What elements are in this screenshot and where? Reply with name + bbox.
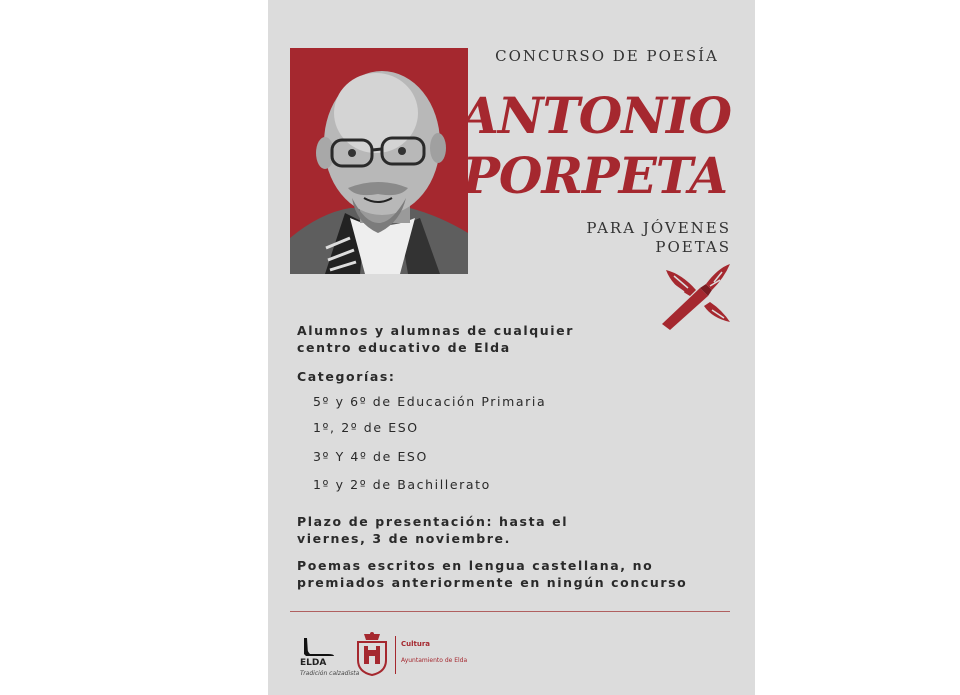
eligibility (297, 322, 574, 356)
poet-name (460, 86, 731, 206)
city-crest-icon (354, 630, 390, 676)
divider (290, 611, 730, 612)
footer-divider (395, 636, 396, 674)
category-item: 5º y 6º de Educación Primaria (313, 394, 547, 409)
contest-title: CONCURSO DE POESÍA (495, 47, 719, 65)
rules-line2: premiados anteriormente en ningún concurso (297, 575, 688, 590)
eligibility-line1: Alumnos y alumnas de cualquier (297, 323, 575, 338)
category-item: 1º y 2º de Bachillerato (313, 477, 491, 492)
portrait-photo (290, 48, 468, 274)
deadline-line2: viernes, 3 de noviembre. (297, 531, 511, 546)
category-item: 3º Y 4º de ESO (313, 449, 428, 464)
poet-name-line2: PORPETA (462, 146, 727, 205)
eligibility-line2: centro educativo de Elda (297, 340, 511, 355)
subtitle (586, 219, 731, 257)
poet-name-line1: ANTONIO (460, 86, 731, 145)
ayuntamiento-label: Ayuntamiento de Elda (401, 657, 468, 664)
subtitle-line1: PARA JÓVENES (586, 219, 731, 237)
category-item: 1º, 2º de ESO (313, 420, 419, 435)
rules (297, 557, 687, 591)
deadline-line1: Plazo de presentación: hasta el (297, 514, 569, 529)
poster (268, 0, 755, 695)
deadline (297, 513, 568, 547)
elda-logo-subtitle: Tradición calzadista (300, 670, 360, 677)
categories-heading: Categorías: (297, 369, 396, 384)
subtitle-line2: POETAS (655, 238, 731, 256)
elda-logo-text: ELDA (300, 658, 327, 668)
feather-pen-icon (660, 262, 732, 332)
rules-line1: Poemas escritos en lengua castellana, no (297, 558, 654, 573)
cultura-label: Cultura (401, 640, 431, 648)
